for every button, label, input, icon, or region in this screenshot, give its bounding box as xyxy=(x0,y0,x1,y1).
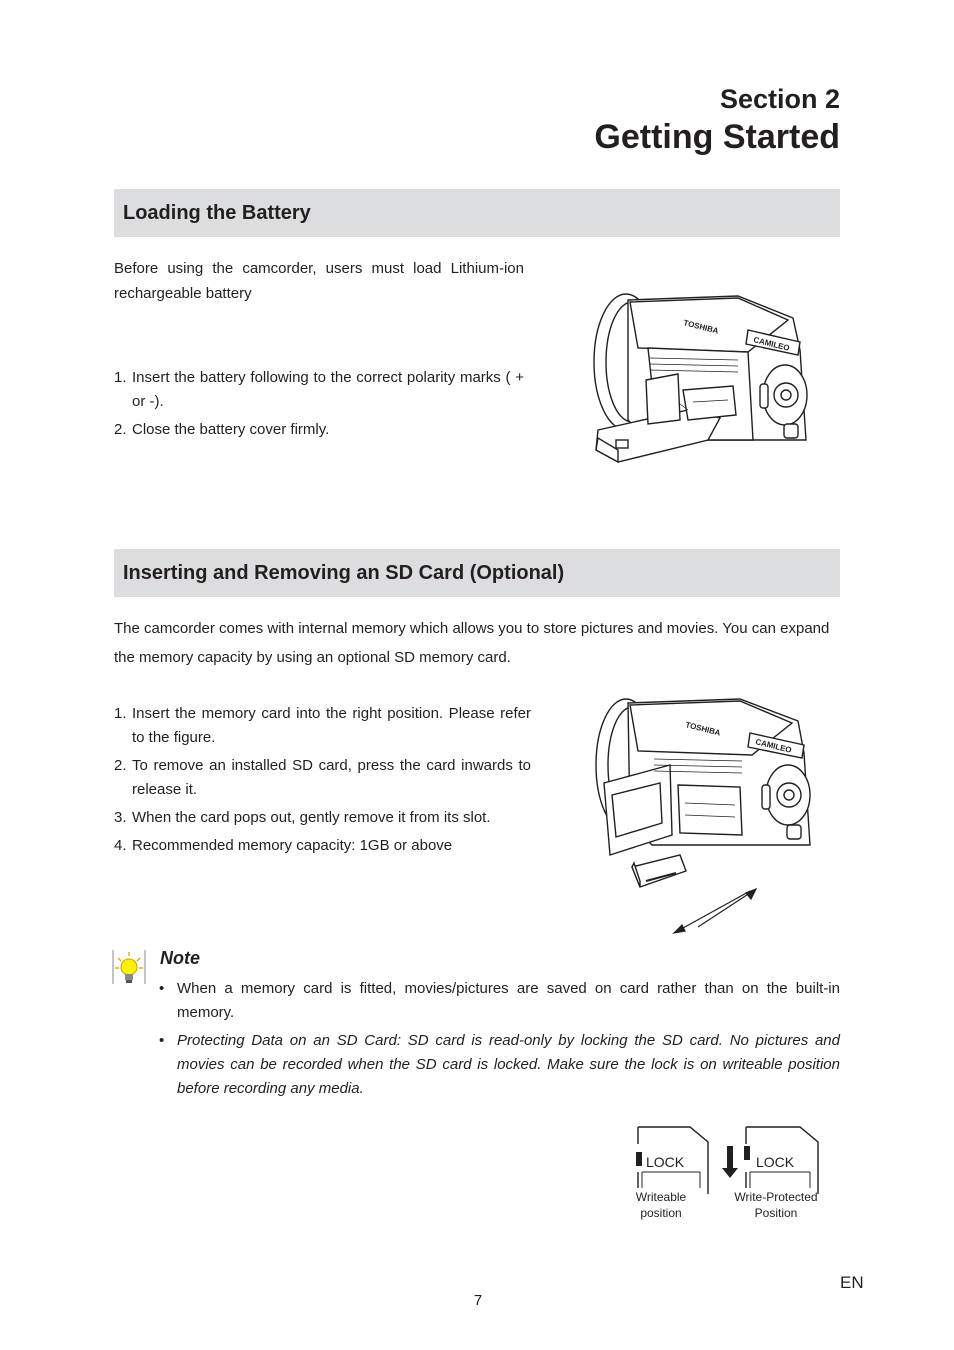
lock-label: LOCK xyxy=(756,1154,795,1170)
step-number: 2. xyxy=(114,757,127,774)
sdcard-steps xyxy=(114,702,531,862)
list-item xyxy=(159,977,840,1025)
battery-heading-band xyxy=(114,189,840,237)
battery-heading: Loading the Battery xyxy=(123,202,311,224)
step-number: 4. xyxy=(114,837,127,854)
note-text: When a memory card is fitted, movies/pictures are saved on card rather than on the built-in memory. xyxy=(177,980,840,1021)
step-number: 2. xyxy=(114,421,127,438)
bullet: • xyxy=(159,1032,165,1049)
camcorder-sdcard-illustration xyxy=(590,695,820,930)
list-item xyxy=(159,1029,840,1101)
page-number: 7 xyxy=(473,1292,483,1309)
camera-badge-label: CAMILEO xyxy=(752,335,791,353)
list-item xyxy=(114,702,531,750)
lock-label: LOCK xyxy=(646,1154,685,1170)
step-number: 1. xyxy=(114,705,127,722)
lightbulb-icon xyxy=(112,950,146,986)
note-text: Protecting Data on an SD Card: SD card is read-only by locking the SD card. No pictures and movies can be recorded when the SD card is locked. Make sure the lock is on writeable position before recording any media. xyxy=(177,1032,840,1097)
caption-line: Writeable xyxy=(635,1190,687,1204)
camcorder-battery-illustration xyxy=(588,290,818,465)
bullet: • xyxy=(159,980,165,997)
note-title: Note xyxy=(160,948,200,968)
page-title: Getting Started xyxy=(594,118,840,156)
list-item xyxy=(114,806,531,830)
battery-intro: Before using the camcorder, users must load Lithium-ion rechargeable battery xyxy=(114,260,524,302)
note-list xyxy=(159,977,840,1105)
step-number: 3. xyxy=(114,809,127,826)
step-text: Insert the memory card into the right position. Please refer to the figure. xyxy=(132,705,531,746)
caption-line: position xyxy=(640,1206,682,1220)
step-number: 1. xyxy=(114,369,127,386)
list-item xyxy=(114,418,524,442)
step-text: Recommended memory capacity: 1GB or above xyxy=(132,837,453,854)
writeable-caption xyxy=(620,1189,702,1221)
write-protected-caption xyxy=(726,1189,826,1221)
camera-brand-label: TOSHIBA xyxy=(682,318,720,336)
sdcard-intro: The camcorder comes with internal memory which allows you to store pictures and movies. You can expand the memory capacity by using an optional SD memory card. xyxy=(114,620,830,666)
step-text: Insert the battery following to the correct polarity marks ( + or -). xyxy=(132,369,524,410)
camera-badge-label: CAMILEO xyxy=(754,737,793,755)
step-text: When the card pops out, gently remove it from its slot. xyxy=(132,809,491,826)
list-item xyxy=(114,754,531,802)
language-label: EN xyxy=(840,1273,864,1292)
list-item xyxy=(114,834,531,858)
battery-steps xyxy=(114,366,524,446)
sdcard-heading: Inserting and Removing an SD Card (Optional) xyxy=(123,562,565,584)
step-text: Close the battery cover firmly. xyxy=(132,421,330,438)
camera-brand-label: TOSHIBA xyxy=(684,720,722,738)
step-text: To remove an installed SD card, press the card inwards to release it. xyxy=(132,757,531,798)
list-item xyxy=(114,366,524,414)
section-number: Section 2 xyxy=(719,84,840,114)
caption-line: Write-Protected xyxy=(734,1190,818,1204)
caption-line: Position xyxy=(754,1206,798,1220)
sdcard-heading-band xyxy=(114,549,840,597)
